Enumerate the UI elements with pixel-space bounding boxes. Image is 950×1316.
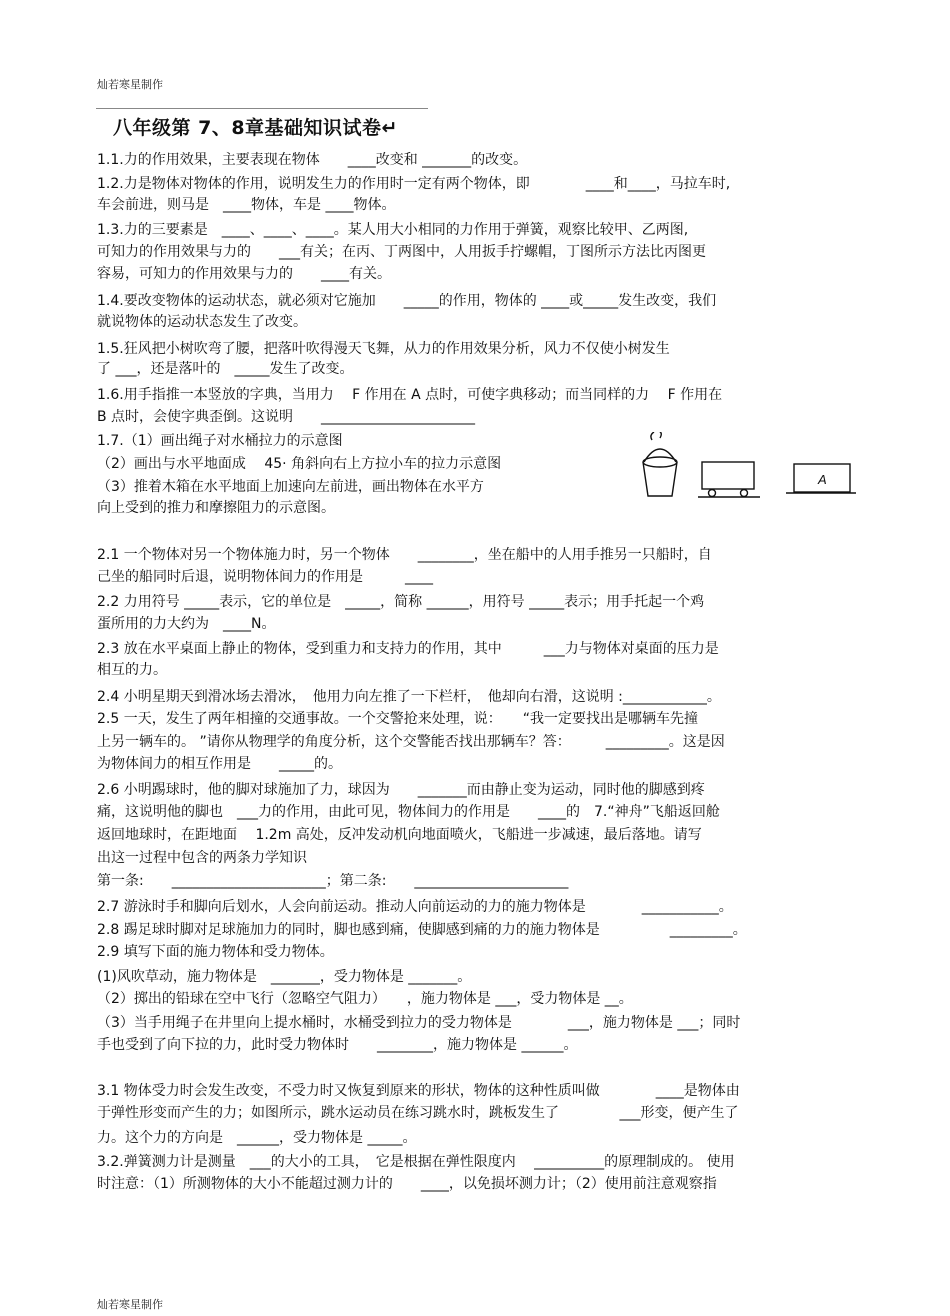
text-line: 2.6 小明踢球时，他的脚对球施加了力，球因为 _______而由静止变为运动，同时他的脚感到疼 — [97, 782, 705, 798]
text-line: （2）画出与水平地面成 45· 角斜向右上方拉小车的拉力示意图 — [97, 456, 502, 472]
text-line: 2.9 填写下面的施力物体和受力物体。 — [97, 944, 334, 960]
text-line: 容易，可知力的作用效果与力的 ____有关。 — [97, 266, 391, 282]
text-line: 3.2.弹簧测力计是测量 ___的大小的工具， 它是根据在弹性限度内 __________的原理制成的。 使用 — [97, 1154, 735, 1170]
diagram-figure — [636, 432, 856, 504]
text-line: 2.8 踢足球时脚对足球施加力的同时，脚也感到痛，使脚感到痛的力的施力物体是 _________。 — [97, 922, 747, 938]
header-divider — [96, 108, 428, 109]
text-line: （3）推着木箱在水平地面上加速向左前进，画出物体在水平方 — [97, 479, 484, 495]
text-line: 相互的力。 — [97, 662, 167, 678]
text-line: 1.3.力的三要素是 ____、____、____。某人用大小相同的力作用于弹簧，观察比较甲、乙两图, — [97, 222, 689, 238]
text-line: 力。这个力的方向是 ______，受力物体是 _____。 — [97, 1130, 417, 1146]
text-line: 2.2 力用符号 _____表示，它的单位是 _____，简称 ______，用符号 _____表示；用手托起一个鸡 — [97, 594, 705, 610]
text-line: (1)风吹草动，施力物体是 _______，受力物体是 _______。 — [97, 969, 472, 985]
page-footer: 灿若寒星制作 — [97, 1298, 163, 1311]
text-line: 手也受到了向下拉的力，此时受力物体时 ________，施力物体是 ______。 — [97, 1037, 578, 1053]
bucket-icon — [643, 432, 677, 496]
text-line: 蛋所用的力大约为 ____N。 — [97, 616, 276, 632]
text-line: （3）当手用绳子在井里向上提水桶时，水桶受到拉力的受力物体是 ___，施力物体是 ___；同时 — [97, 1015, 741, 1031]
text-line: 痛，这说明他的脚也 ___力的作用，由此可见，物体间力的作用是 ____的 7.“神舟”飞船返回舱 — [97, 804, 720, 820]
text-line: 3.1 物体受力时会发生改变，不受力时又恢复到原来的形状，物体的这种性质叫做 ____是物体由 — [97, 1083, 740, 1099]
text-line: 1.4.要改变物体的运动状态，就必须对它施加 _____的作用，物体的 ____或_____发生改变，我们 — [97, 293, 717, 309]
text-line: 2.1 一个物体对另一个物体施力时，另一个物体 ________，坐在船中的人用手推另一只船时，自 — [97, 547, 712, 563]
text-line: 时注意：（1）所测物体的大小不能超过测力计的 ____，以免损坏测力计；（2）使用前注意观察指 — [97, 1176, 717, 1192]
text-line: 1.7.（1）画出绳子对水桶拉力的示意图 — [97, 433, 343, 449]
text-line: 2.3 放在水平桌面上静止的物体，受到重力和支持力的作用，其中 ___力与物体对桌面的压力是 — [97, 641, 719, 657]
text-line: 车会前进，则马是 ____物体，车是 ____物体。 — [97, 197, 396, 213]
page-title: 八年级第 7、8章基础知识试卷↵ — [113, 117, 398, 139]
text-line: 1.1.力的作用效果，主要表现在物体 ____改变和 _______的改变。 — [97, 152, 528, 168]
text-line: 第一条: ______________________；第二条: ______________________ — [97, 873, 569, 889]
box-label: A — [818, 472, 827, 487]
text-line: 返回地球时，在距地面 1.2m 高处，反冲发动机向地面喷火，飞船进一步减速，最后落地。请写 — [97, 827, 702, 843]
text-line: B 点时，会使字典歪倒。这说明 ______________________ — [97, 409, 476, 425]
text-line: 1.2.力是物体对物体的作用，说明发生力的作用时一定有两个物体，即 ____和____，马拉车时, — [97, 176, 731, 192]
text-line: 己坐的船同时后退，说明物体间力的作用是 ____ — [97, 569, 433, 585]
text-line: （2）掷出的铅球在空中飞行（忽略空气阻力） ，施力物体是 ___，受力物体是 __。 — [97, 991, 633, 1007]
text-line: 可知力的作用效果与力的 ___有关；在丙、丁两图中，人用扳手拧螺帽，丁图所示方法比丙图更 — [97, 244, 706, 260]
cart-icon — [698, 462, 760, 497]
text-line: 向上受到的推力和摩擦阻力的示意图。 — [97, 500, 335, 516]
text-line: 1.5.狂风把小树吹弯了腰，把落叶吹得漫天飞舞，从力的作用效果分析，风力不仅使小树发生 — [97, 341, 670, 357]
text-line: 出这一过程中包含的两条力学知识 — [97, 850, 307, 866]
text-line: 了 ___，还是落叶的 _____发生了改变。 — [97, 361, 354, 377]
text-line: 上另一辆车的。 ”请你从物理学的角度分析，这个交警能否找出那辆车？答： _________。这是因 — [97, 734, 725, 750]
text-line: 2.4 小明星期天到滑冰场去滑冰， 他用力向左推了一下栏杆， 他却向右滑，这说明 :____________。 — [97, 689, 721, 705]
page-header: 灿若寒星制作 — [97, 78, 163, 91]
text-line: 2.5 一天，发生了两年相撞的交通事故。一个交警抢来处理，说： “我一定要找出是哪辆车先撞 — [97, 711, 698, 727]
text-line: 2.7 游泳时手和脚向后划水，人会向前运动。推动人向前运动的力的施力物体是 ___________。 — [97, 899, 733, 915]
text-line: 1.6.用手指推一本竖放的字典，当用力 F 作用在 A 点时，可使字典移动；而当同样的力 F 作用在 — [97, 387, 723, 403]
text-line: 于弹性形变而产生的力；如图所示，跳水运动员在练习跳水时，跳板发生了 ___形变，便产生了 — [97, 1105, 739, 1121]
text-line: 就说物体的运动状态发生了改变。 — [97, 314, 307, 330]
text-line: 为物体间力的相互作用是 _____的。 — [97, 756, 342, 772]
